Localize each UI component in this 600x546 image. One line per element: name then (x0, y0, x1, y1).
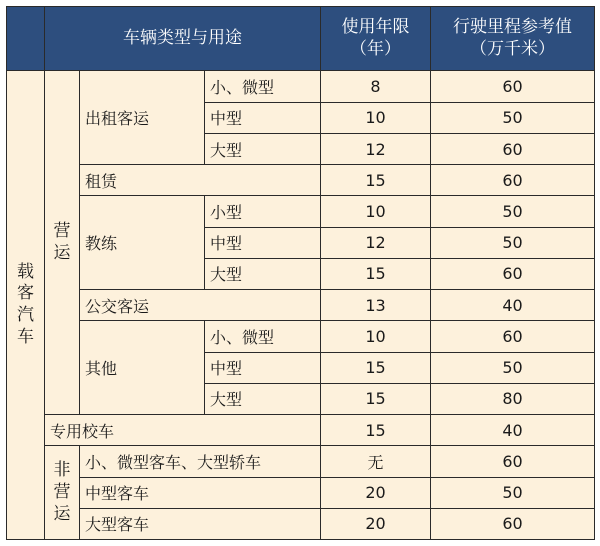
header-vehicle-type: 车辆类型与用途 (45, 7, 321, 71)
header-years (321, 7, 431, 71)
use-rental: 租赁 (80, 165, 321, 196)
size-cell: 中型 (205, 102, 321, 133)
table-row (7, 321, 595, 352)
mileage-cell: 50 (431, 477, 595, 508)
years-cell: 15 (321, 415, 431, 446)
header-years-line2: （年） (350, 38, 401, 59)
years-cell: 20 (321, 477, 431, 508)
group-char: 运 (53, 242, 71, 263)
vehicle-lifespan-table (6, 6, 595, 540)
header-mileage (431, 7, 595, 71)
group-char: 营 (53, 481, 71, 502)
mileage-cell: 50 (431, 196, 595, 227)
years-cell: 15 (321, 383, 431, 414)
years-cell: 15 (321, 258, 431, 289)
group-operating (45, 71, 80, 415)
size-cell: 小、微型 (205, 321, 321, 352)
table-row (7, 290, 595, 321)
use-training: 教练 (80, 196, 205, 290)
header-corner (7, 7, 45, 71)
group-char: 运 (53, 503, 71, 524)
size-cell: 大型 (205, 258, 321, 289)
group-non-operating (45, 446, 80, 540)
years-cell: 10 (321, 196, 431, 227)
use-nonop-large: 大型客车 (80, 508, 321, 539)
header-years-line1: 使用年限 (341, 17, 410, 38)
mileage-cell: 40 (431, 290, 595, 321)
use-nonop-medium: 中型客车 (80, 477, 321, 508)
group-passenger-car (7, 71, 45, 540)
use-other: 其他 (80, 321, 205, 415)
years-cell: 13 (321, 290, 431, 321)
size-cell: 大型 (205, 383, 321, 414)
mileage-cell: 60 (431, 165, 595, 196)
mileage-cell: 60 (431, 258, 595, 289)
years-cell: 10 (321, 102, 431, 133)
years-cell: 12 (321, 227, 431, 258)
size-cell: 中型 (205, 352, 321, 383)
years-cell: 15 (321, 165, 431, 196)
table-row (7, 165, 595, 196)
years-cell: 20 (321, 508, 431, 539)
table-row (7, 477, 595, 508)
group-char: 载 (17, 261, 34, 282)
table-row (7, 196, 595, 227)
years-cell: 15 (321, 352, 431, 383)
table-row (7, 508, 595, 539)
table-row (7, 415, 595, 446)
size-cell: 小、微型 (205, 71, 321, 102)
table-row (7, 446, 595, 477)
use-bus: 公交客运 (80, 290, 321, 321)
mileage-cell: 40 (431, 415, 595, 446)
header-mileage-line1: 行驶里程参考值 (453, 17, 572, 38)
mileage-cell: 60 (431, 321, 595, 352)
group-char: 客 (17, 283, 34, 304)
years-cell: 8 (321, 71, 431, 102)
years-cell: 10 (321, 321, 431, 352)
group-char: 汽 (17, 305, 34, 326)
group-char: 车 (17, 326, 34, 347)
use-school-bus: 专用校车 (45, 415, 321, 446)
header-row (7, 7, 595, 71)
mileage-cell: 50 (431, 227, 595, 258)
mileage-cell: 60 (431, 71, 595, 102)
size-cell: 小型 (205, 196, 321, 227)
header-mileage-line2: （万千米） (470, 38, 555, 59)
mileage-cell: 80 (431, 383, 595, 414)
size-cell: 中型 (205, 227, 321, 258)
size-cell: 大型 (205, 133, 321, 164)
group-char: 非 (53, 460, 71, 481)
table-row (7, 71, 595, 102)
group-char: 营 (53, 221, 71, 241)
mileage-cell: 50 (431, 352, 595, 383)
years-cell: 12 (321, 133, 431, 164)
use-nonop-small: 小、微型客车、大型轿车 (80, 446, 321, 477)
use-taxi: 出租客运 (80, 71, 205, 165)
mileage-cell: 60 (431, 446, 595, 477)
years-cell: 无 (321, 446, 431, 477)
mileage-cell: 60 (431, 508, 595, 539)
mileage-cell: 50 (431, 102, 595, 133)
mileage-cell: 60 (431, 133, 595, 164)
